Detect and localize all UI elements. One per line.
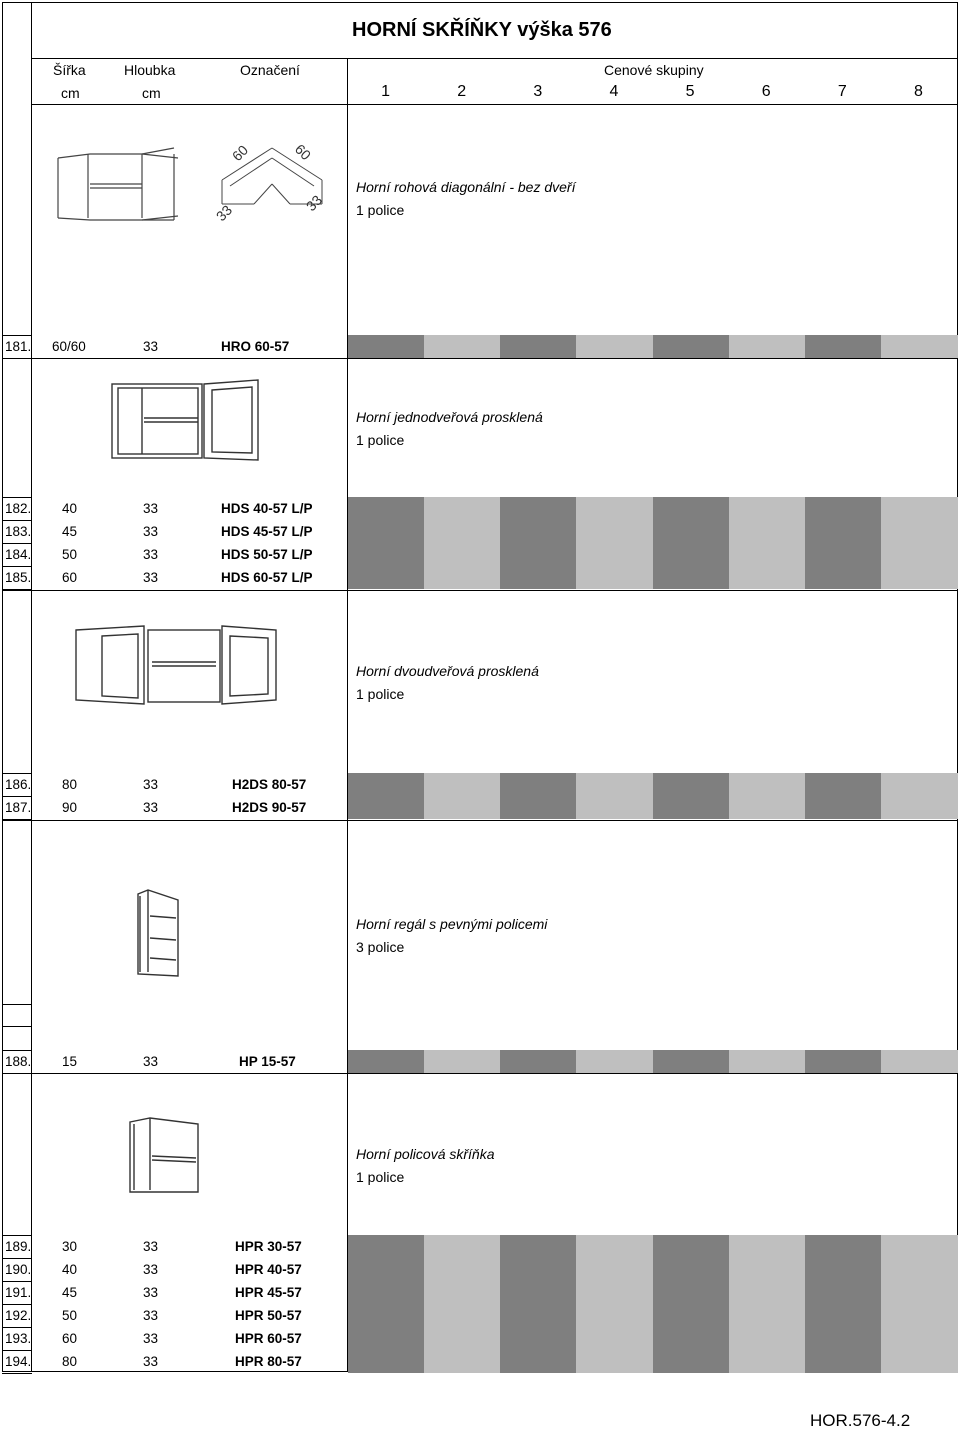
- row-width: 60: [62, 1331, 78, 1346]
- row-depth: 33: [143, 1262, 159, 1277]
- section-4-description: Horní regál s pevnými policemi: [356, 916, 548, 932]
- price-band-5-5: [653, 1235, 730, 1373]
- row-depth: 33: [143, 524, 159, 539]
- price-band-3-6: [729, 773, 806, 819]
- row-width: 90: [62, 800, 78, 815]
- row-depth: 33: [143, 1308, 159, 1323]
- row-depth: 33: [143, 501, 159, 516]
- header-depth: Hloubka: [124, 62, 176, 78]
- row-width: 60: [62, 570, 78, 585]
- section-2-shelves: 1 police: [356, 432, 405, 448]
- row-number: 182.: [5, 501, 32, 516]
- section-2-description: Horní jednodveřová prosklená: [356, 409, 543, 425]
- row-number: 190.: [5, 1262, 32, 1277]
- price-band-4-8: [881, 1050, 958, 1073]
- row-depth: 33: [143, 1239, 159, 1254]
- row-number: 188.: [5, 1054, 32, 1069]
- price-band-4-1: [348, 1050, 425, 1073]
- row-line: [2, 1327, 32, 1328]
- price-band-1-1: [348, 335, 425, 358]
- row-code: HPR 60-57: [235, 1331, 302, 1346]
- row-width: 50: [62, 547, 78, 562]
- row-line: [2, 1373, 32, 1374]
- section-5-description: Horní policová skříňka: [356, 1146, 495, 1162]
- price-band-2-6: [729, 497, 806, 589]
- price-band-5-4: [576, 1235, 653, 1373]
- price-group-7: 7: [837, 83, 847, 100]
- price-group-6: 6: [761, 83, 771, 100]
- row-width: 80: [62, 777, 78, 792]
- price-band-2-4: [576, 497, 653, 589]
- dimension-label-60-right: 60: [291, 140, 315, 164]
- section-4-shelves: 3 police: [356, 939, 405, 955]
- row-line: [2, 335, 32, 336]
- shelf-cabinet-illustration: [120, 1112, 210, 1198]
- row-width: 50: [62, 1308, 78, 1323]
- frame-title-bottom: [31, 58, 958, 59]
- dimension-label-60-left: 60: [228, 141, 252, 165]
- price-band-1-4: [576, 335, 653, 358]
- row-code: HP 15-57: [239, 1054, 296, 1069]
- row-line: [2, 1304, 32, 1305]
- price-band-3-7: [805, 773, 882, 819]
- price-band-2-1: [348, 497, 425, 589]
- section-1-description: Horní rohová diagonální - bez dveří: [356, 179, 576, 195]
- price-band-5-1: [348, 1235, 425, 1373]
- price-band-1-3: [500, 335, 577, 358]
- row-number: 183.: [5, 524, 32, 539]
- row-code: HPR 30-57: [235, 1239, 302, 1254]
- price-band-5-6: [729, 1235, 806, 1373]
- header-width: Šířka: [53, 62, 86, 78]
- price-band-5-7: [805, 1235, 882, 1373]
- row-number: 186.: [5, 777, 32, 792]
- price-band-1-6: [729, 335, 806, 358]
- frame-right: [957, 2, 958, 1371]
- row-line: [2, 796, 32, 797]
- price-band-5-2: [424, 1235, 501, 1373]
- row-code: HPR 45-57: [235, 1285, 302, 1300]
- row-depth: 33: [143, 1054, 159, 1069]
- row-code: HRO 60-57: [221, 339, 290, 354]
- row-width: 60/60: [52, 339, 86, 354]
- row-depth: 33: [143, 1354, 159, 1369]
- row-code: HDS 50-57 L/P: [221, 547, 313, 562]
- row-code: HDS 40-57 L/P: [221, 501, 313, 516]
- row-depth: 33: [143, 339, 159, 354]
- price-group-2: 2: [457, 83, 467, 100]
- dimension-label-33-right: 33: [302, 191, 326, 215]
- price-band-4-2: [424, 1050, 501, 1073]
- header-unit-depth: cm: [142, 85, 161, 101]
- row-width: 45: [62, 524, 78, 539]
- row-number: 192.: [5, 1308, 32, 1323]
- double-door-cabinet-illustration: [60, 622, 290, 708]
- price-band-1-2: [424, 335, 501, 358]
- row-width: 40: [62, 501, 78, 516]
- row-width: 45: [62, 1285, 78, 1300]
- row-depth: 33: [143, 777, 159, 792]
- price-band-2-8: [881, 497, 958, 589]
- price-band-1-7: [805, 335, 882, 358]
- price-band-4-7: [805, 1050, 882, 1073]
- row-line: [2, 520, 32, 521]
- row-width: 15: [62, 1054, 78, 1069]
- section-separator-4: [2, 1073, 958, 1074]
- price-band-3-2: [424, 773, 501, 819]
- section-3-shelves: 1 police: [356, 686, 405, 702]
- row-depth: 33: [143, 1331, 159, 1346]
- row-code: H2DS 90-57: [232, 800, 307, 815]
- frame-top: [2, 2, 958, 3]
- section-3-description: Horní dvoudveřová prosklená: [356, 663, 539, 679]
- price-band-3-8: [881, 773, 958, 819]
- price-band-5-3: [500, 1235, 577, 1373]
- section-5-shelves: 1 police: [356, 1169, 405, 1185]
- price-band-2-5: [653, 497, 730, 589]
- row-width: 30: [62, 1239, 78, 1254]
- frame-left: [2, 2, 3, 1371]
- frame-extra-1: [2, 1004, 32, 1005]
- row-width: 40: [62, 1262, 78, 1277]
- price-band-4-4: [576, 1050, 653, 1073]
- price-group-8: 8: [913, 83, 923, 100]
- price-band-3-5: [653, 773, 730, 819]
- row-code: HDS 45-57 L/P: [221, 524, 313, 539]
- frame-inner-left: [31, 2, 32, 1371]
- single-door-cabinet-illustration: [108, 378, 268, 464]
- price-group-4: 4: [609, 83, 619, 100]
- row-number: 194.: [5, 1354, 32, 1369]
- row-line: [2, 773, 32, 774]
- header-unit-width: cm: [61, 85, 80, 101]
- row-code: H2DS 80-57: [232, 777, 307, 792]
- row-line: [2, 497, 32, 498]
- header-price-groups: Cenové skupiny: [604, 62, 704, 78]
- row-number: 187.: [5, 800, 32, 815]
- price-band-3-4: [576, 773, 653, 819]
- row-line: [2, 543, 32, 544]
- row-depth: 33: [143, 570, 159, 585]
- header-code: Označení: [240, 62, 300, 78]
- row-number: 185.: [5, 570, 32, 585]
- frame-header-bottom: [31, 104, 958, 105]
- row-line: [2, 1235, 32, 1236]
- price-group-5: 5: [685, 83, 695, 100]
- section-separator-2: [2, 590, 958, 591]
- row-depth: 33: [143, 1285, 159, 1300]
- row-number: 191.: [5, 1285, 32, 1300]
- price-band-2-7: [805, 497, 882, 589]
- row-line: [2, 1258, 32, 1259]
- section-separator-3: [2, 820, 958, 821]
- price-band-4-3: [500, 1050, 577, 1073]
- price-band-4-6: [729, 1050, 806, 1073]
- row-code: HDS 60-57 L/P: [221, 570, 313, 585]
- row-number: 193.: [5, 1331, 32, 1346]
- row-code: HPR 40-57: [235, 1262, 302, 1277]
- row-number: 189.: [5, 1239, 32, 1254]
- price-band-2-2: [424, 497, 501, 589]
- price-group-1: 1: [381, 83, 390, 100]
- row-line: [2, 566, 32, 567]
- dimension-label-33-left: 33: [212, 201, 236, 225]
- row-line: [2, 1281, 32, 1282]
- row-line: [2, 1050, 32, 1051]
- price-band-3-3: [500, 773, 577, 819]
- corner-cabinet-illustration: [50, 140, 340, 240]
- row-number: 181.: [5, 339, 32, 354]
- price-band-1-5: [653, 335, 730, 358]
- page-title: HORNÍ SKŘÍŇKY výška 576: [352, 19, 612, 41]
- row-depth: 33: [143, 547, 159, 562]
- document-code: HOR.576-4.2: [810, 1411, 911, 1430]
- price-band-1-8: [881, 335, 958, 358]
- row-depth: 33: [143, 800, 159, 815]
- row-number: 184.: [5, 547, 32, 562]
- shelf-unit-illustration: [130, 886, 190, 982]
- row-line: [2, 1350, 32, 1351]
- section-1-shelves: 1 police: [356, 202, 405, 218]
- price-band-2-3: [500, 497, 577, 589]
- price-band-4-5: [653, 1050, 730, 1073]
- price-band-5-8: [881, 1235, 958, 1373]
- price-band-3-1: [348, 773, 425, 819]
- frame-price-divider: [347, 59, 348, 1371]
- frame-extra-2: [2, 1026, 32, 1027]
- row-code: HPR 50-57: [235, 1308, 302, 1323]
- row-code: HPR 80-57: [235, 1354, 302, 1369]
- row-width: 80: [62, 1354, 78, 1369]
- section-separator-1: [2, 358, 958, 359]
- price-group-3: 3: [533, 83, 543, 100]
